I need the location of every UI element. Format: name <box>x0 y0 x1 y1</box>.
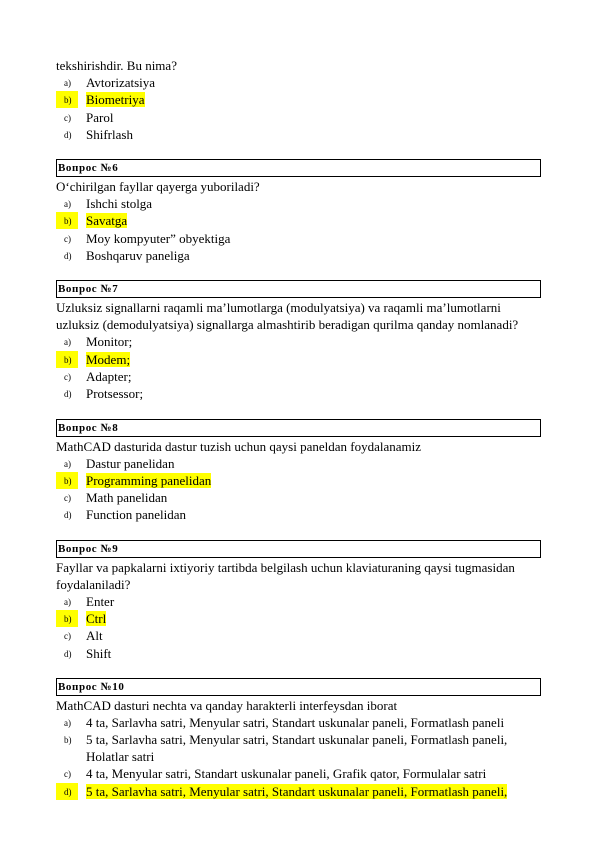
option-b-correct: b) Modem; <box>56 351 541 368</box>
question-text: tekshirishdir. Bu nima? <box>56 58 177 73</box>
option-c: c) Adapter; <box>64 368 132 384</box>
option-d: d) Function panelidan <box>64 507 187 523</box>
option-d: d) Boshqaruv paneliga <box>64 248 190 264</box>
question-header: Вопрос №10 <box>56 678 541 696</box>
question-header: Вопрос №7 <box>56 280 541 298</box>
option-d: d) Shift <box>64 645 112 661</box>
option-c: c) Parol <box>64 109 114 125</box>
option-list <box>56 593 541 662</box>
option-list <box>56 333 541 402</box>
option-b-correct: b) Biometriya <box>56 91 541 108</box>
option-a: a) 4 ta, Sarlavha satri, Menyular satri, Standart uskunalar paneli, Formatlash paneli <box>64 714 505 730</box>
option-c: c) Alt <box>64 628 103 644</box>
option-b-correct: b) Savatga <box>56 212 541 229</box>
question-text: MathCAD dasturida dastur tuzish uchun qaysi paneldan foydalanamiz <box>56 438 421 454</box>
option-c: c) 4 ta, Menyular satri, Standart uskunalar paneli, Grafik qator, Formulalar satri <box>64 766 487 782</box>
option-c: c) Math panelidan <box>64 490 168 506</box>
question-header: Вопрос №6 <box>56 159 541 177</box>
option-d: d) Shifrlash <box>64 126 133 142</box>
option-list <box>56 195 541 264</box>
question-text: Uzluksiz signallarni raqamli ma’lumotlarga (modulyatsiya) va raqamli ma’lumotlarni uzluksiz (demodulyatsiya) signallarga almashtirib beradigan qurilma qanday nomlanadi? <box>56 300 519 333</box>
option-b-correct: b) Ctrl <box>56 610 541 627</box>
option-a: a) Dastur panelidan <box>64 455 175 471</box>
question-text: Fayllar va papkalarni ixtiyoriy tartibda belgilash uchun klaviaturaning qaysi tugmasidan foydalaniladi? <box>56 559 515 592</box>
option-a: a) Monitor; <box>64 334 133 350</box>
option-list <box>56 74 541 143</box>
question-header: Вопрос №8 <box>56 419 541 437</box>
question-header: Вопрос №9 <box>56 540 541 558</box>
option-c: c) Moy kompyuter” obyektiga <box>64 230 231 246</box>
option-d: d) Protsessor; <box>64 386 144 402</box>
option-a: a) Ishchi stolga <box>64 196 153 212</box>
option-a: a) Avtorizatsiya <box>64 75 156 90</box>
question-text: O‘chirilgan fayllar qayerga yuboriladi? <box>56 179 260 195</box>
option-d-correct: d) 5 ta, Sarlavha satri, Menyular satri, Standart uskunalar paneli, Formatlash paneli, <box>56 783 541 817</box>
option-b: b) 5 ta, Sarlavha satri, Menyular satri, Standart uskunalar paneli, Formatlash paneli, Holatlar satri <box>64 732 508 765</box>
option-list <box>56 714 541 817</box>
quiz-page <box>56 57 541 817</box>
option-b-correct: b) Programming panelidan <box>56 472 541 489</box>
option-a: a) Enter <box>64 593 115 609</box>
option-list <box>56 455 541 524</box>
question-text: MathCAD dasturi nechta va qanday harakterli interfeysdan iborat <box>56 697 398 713</box>
